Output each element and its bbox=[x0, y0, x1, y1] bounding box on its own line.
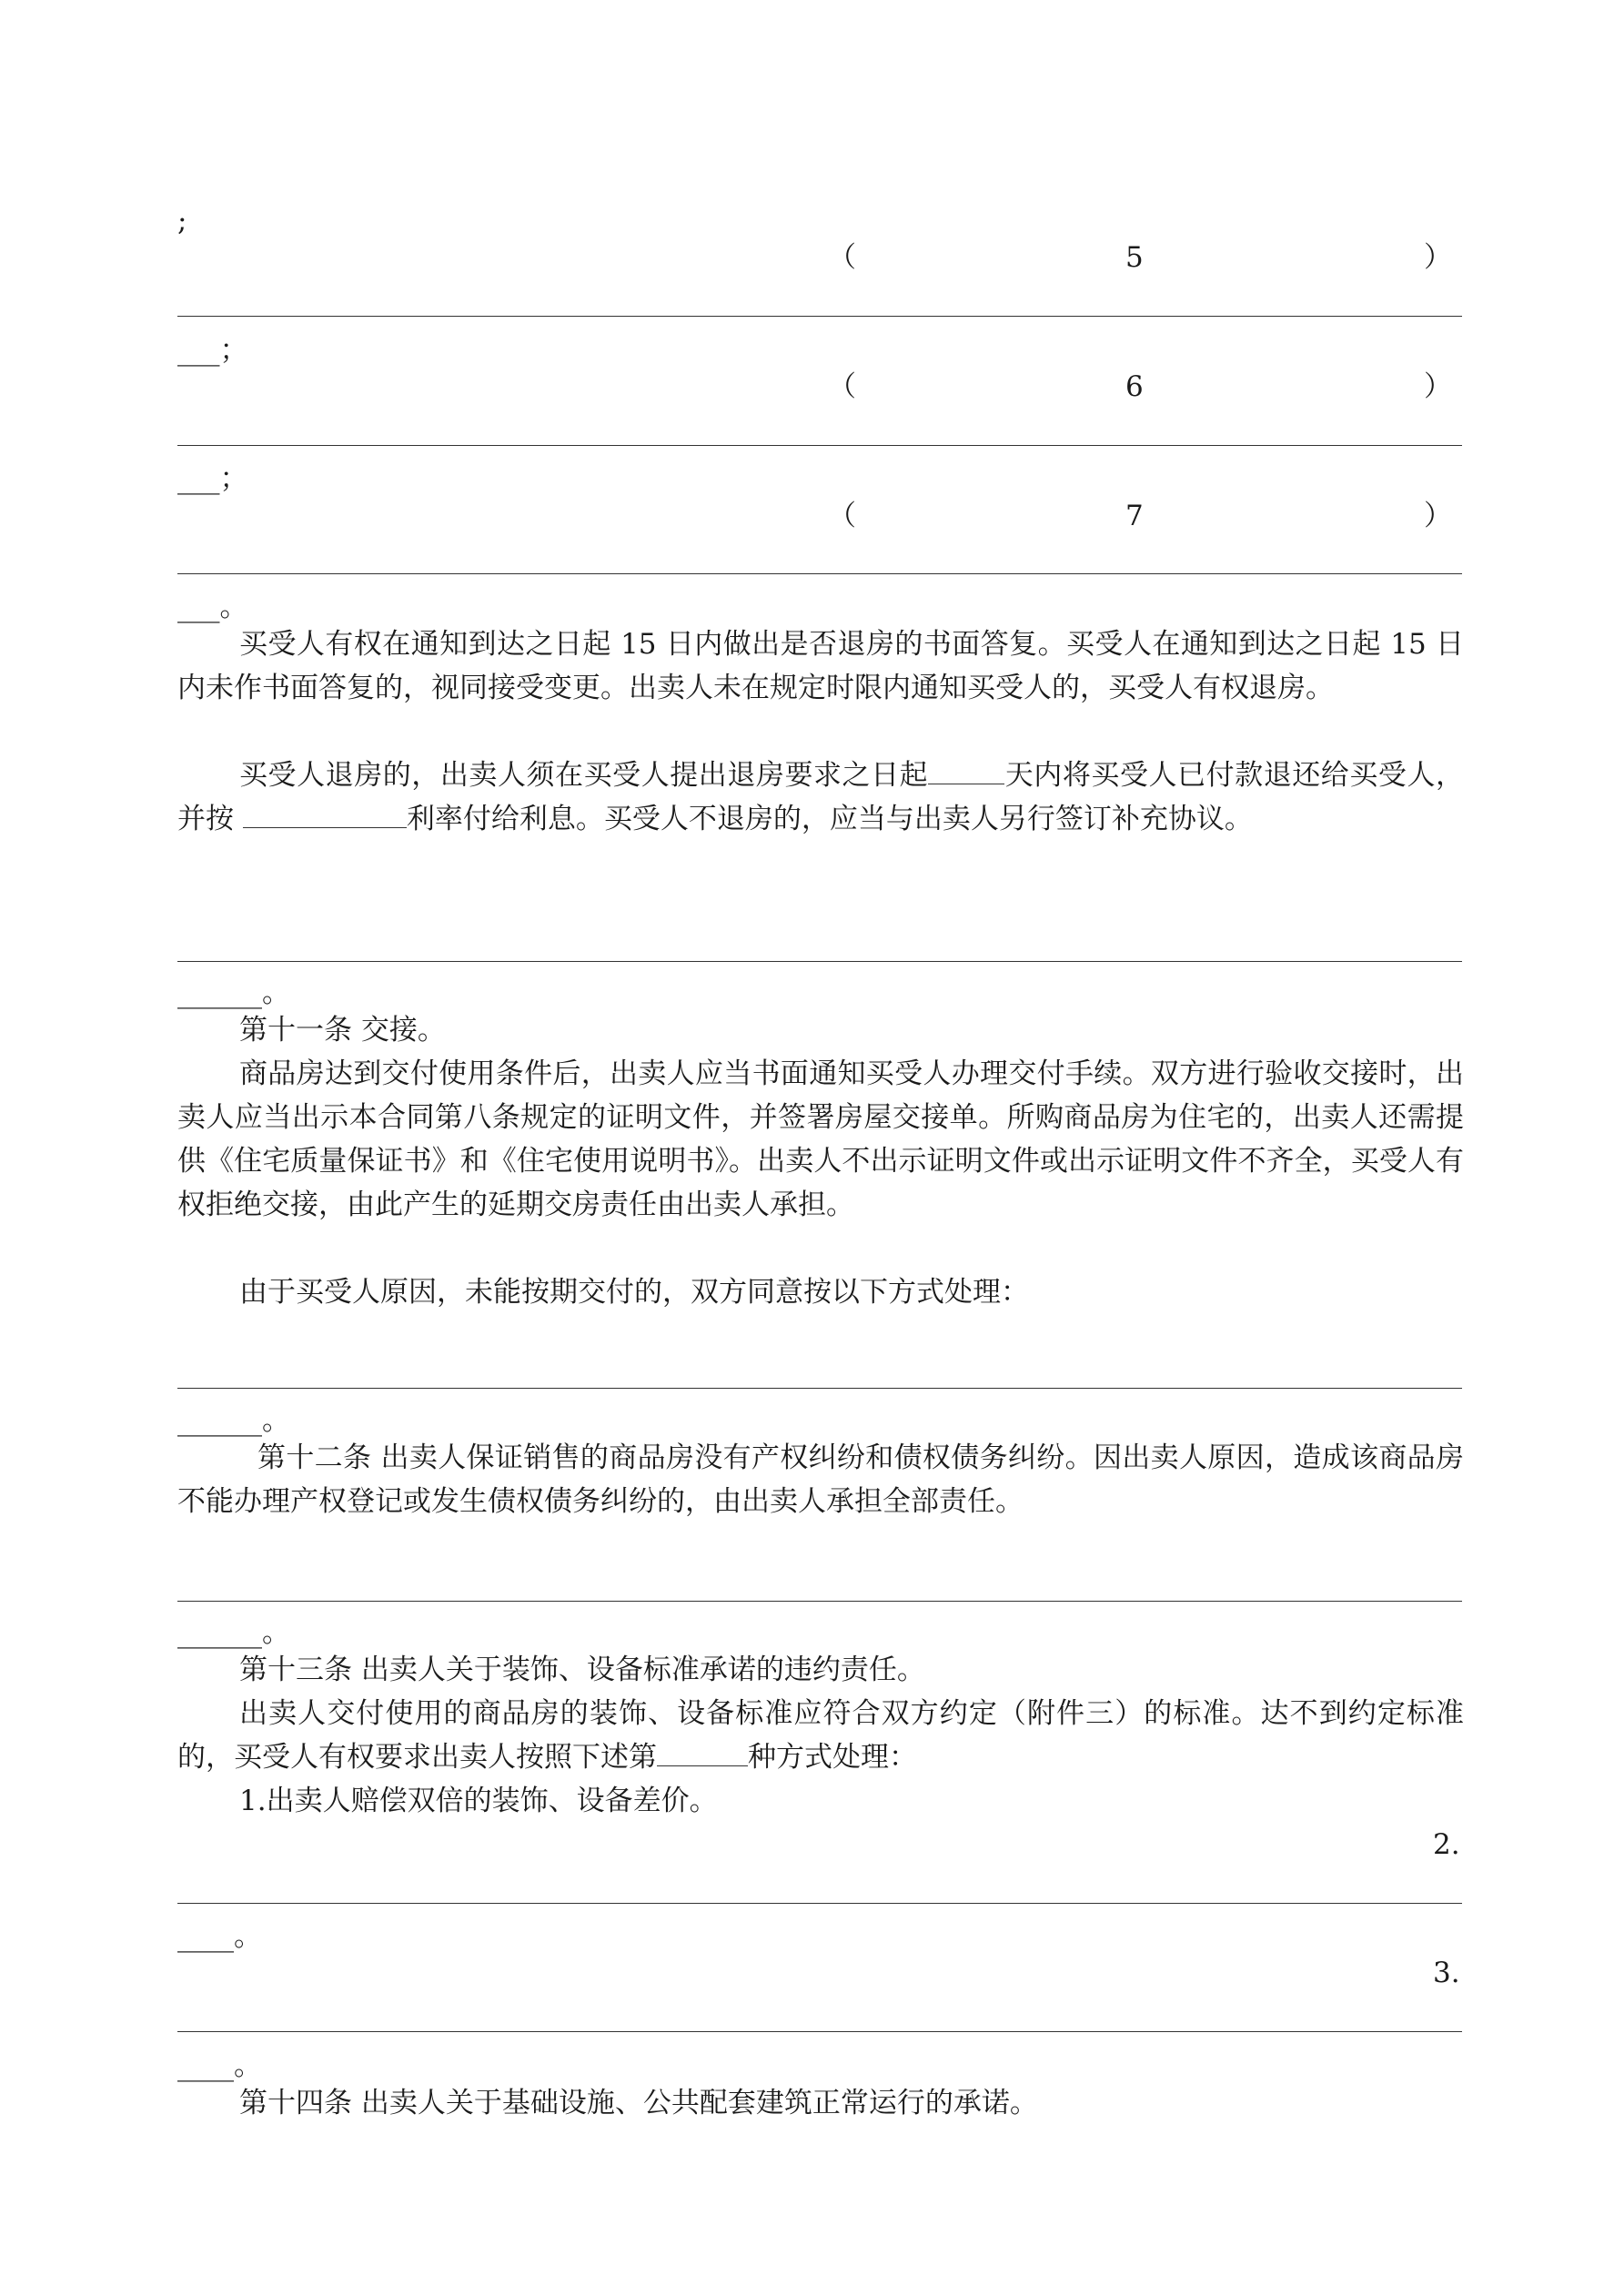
paren-open-6: （ bbox=[828, 370, 856, 403]
article-13-body bbox=[177, 1692, 1464, 1779]
semicolon-lead: ; bbox=[177, 205, 187, 238]
article-12: 第十二条 出卖人保证销售的商品房没有产权纠纷和债权债务纠纷。因出卖人原因，造成该商品房不能办理产权登记或发生债权债务纠纷的，由出卖人承担全部责任。 bbox=[177, 1441, 1464, 1518]
refund-notice-paragraph: 买受人有权在通知到达之日起 15 日内做出是否退房的书面答复。买受人在通知到达之日起 15 日内未作书面答复的，视同接受变更。出卖人未在规定时限内通知买受人的，买受人有权退房。 bbox=[177, 628, 1464, 704]
article-13-option-2: 2. bbox=[1433, 1828, 1460, 1861]
interest-rate-blank[interactable] bbox=[243, 802, 407, 828]
article-11-body: 商品房达到交付使用条件后，出卖人应当书面通知买受人办理交付手续。双方进行验收交接时，出卖人应当出示本合同第八条规定的证明文件，并签署房屋交接单。所购商品房为住宅的，出卖人还需提供《住宅质量保证书》和《住宅使用说明书》。出卖人不出示证明文件或出示证明文件不齐全，买受人有权拒绝交接，由此产生的延期交房责任由出卖人承担。 bbox=[177, 1057, 1464, 1221]
blank-tail-7: ___。 bbox=[177, 591, 248, 623]
article-13-option-1: 1.出卖人赔偿双倍的装饰、设备差价。 bbox=[239, 1785, 718, 1817]
days-blank[interactable] bbox=[928, 758, 1004, 784]
item-number-6: 6 bbox=[1125, 370, 1144, 403]
fill-line bbox=[177, 1601, 1462, 1602]
article-13-text-a: 出卖人交付使用的商品房的装饰、设备标准应符合双方约定（附件三）的标准。达不到约定标准的，买受人有权要求出卖人按照下述第 bbox=[177, 1697, 1464, 1774]
fill-line bbox=[177, 961, 1462, 962]
fill-line bbox=[177, 316, 1462, 317]
fill-line bbox=[177, 1388, 1462, 1389]
refund-paragraph bbox=[177, 754, 1464, 841]
article-13-option-3: 3. bbox=[1433, 1957, 1460, 1989]
paren-close-6: ） bbox=[1424, 370, 1452, 403]
option-3-tail: ____。 bbox=[177, 2049, 262, 2082]
fill-line bbox=[177, 573, 1462, 574]
article-13-text-b: 种方式处理： bbox=[748, 1741, 917, 1774]
paren-close-7: ） bbox=[1424, 500, 1452, 532]
refund-text-c: 利率付给利息。买受人不退房的，应当与出卖人另行签订补充协议。 bbox=[406, 803, 1253, 835]
blank-lead-6: ___； bbox=[177, 334, 248, 367]
paren-open-7: （ bbox=[828, 500, 856, 532]
blank-tail: ______。 bbox=[177, 976, 290, 1009]
article-11-title: 第十一条 交接。 bbox=[239, 1014, 446, 1047]
option-2-tail: ____。 bbox=[177, 1920, 262, 1953]
article-13-title: 第十三条 出卖人关于装饰、设备标准承诺的违约责任。 bbox=[239, 1654, 925, 1686]
item-number-5: 5 bbox=[1125, 241, 1144, 274]
item-number-7: 7 bbox=[1125, 500, 1144, 532]
blank-tail: ______。 bbox=[177, 1616, 290, 1649]
blank-tail: ______。 bbox=[177, 1404, 290, 1437]
fill-line bbox=[177, 2031, 1462, 2032]
blank-lead-7: ___； bbox=[177, 462, 248, 495]
fill-line bbox=[177, 445, 1462, 446]
paren-close-5: ） bbox=[1424, 241, 1452, 274]
paren-open-5: （ bbox=[828, 241, 856, 274]
refund-text-a: 买受人退房的，出卖人须在买受人提出退房要求之日起 bbox=[239, 759, 929, 792]
fill-line bbox=[177, 1903, 1462, 1904]
article-11-delay: 由于买受人原因，未能按期交付的，双方同意按以下方式处理： bbox=[239, 1276, 1029, 1309]
article-14-title: 第十四条 出卖人关于基础设施、公共配套建筑正常运行的承诺。 bbox=[239, 2087, 1038, 2119]
method-number-blank[interactable] bbox=[657, 1740, 748, 1766]
refund-text-b: 天内将买受人已付款退还给买受人，并按 bbox=[177, 759, 1465, 835]
